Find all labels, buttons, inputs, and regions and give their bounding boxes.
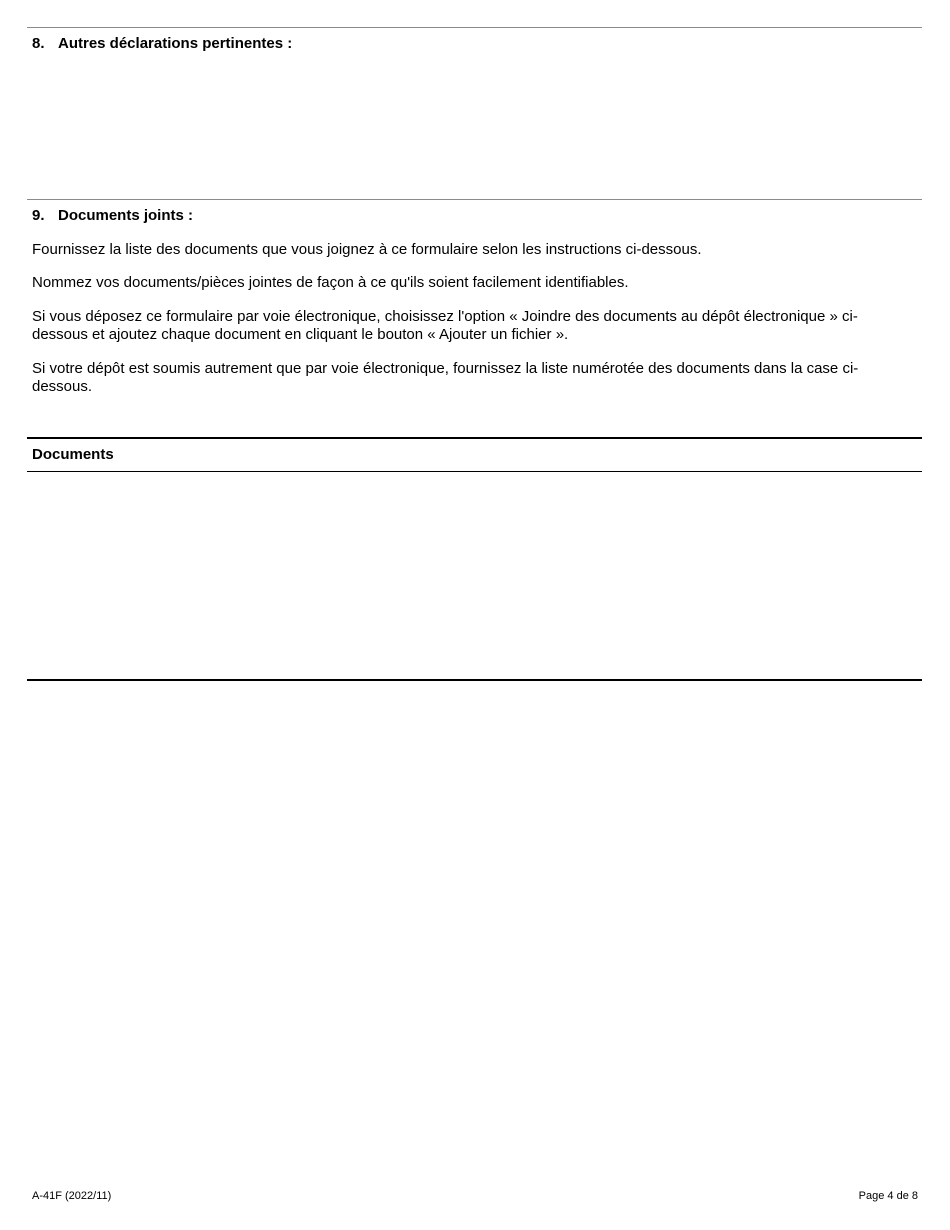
section-8-number: 8. [32, 35, 45, 52]
section-8-title: Autres déclarations pertinentes : [58, 35, 293, 52]
instruction-paragraph-2: Nommez vos documents/pièces jointes de façon à ce qu'ils soient facilement identifiables. [32, 274, 629, 291]
section-8-bottom-rule [27, 199, 922, 200]
section-9-title: Documents joints : [58, 207, 194, 224]
documents-top-rule [27, 437, 922, 439]
instruction-paragraph-1: Fournissez la liste des documents que vous joignez à ce formulaire selon les instructions ci-dessous. [32, 241, 702, 258]
section-9-number: 9. [32, 207, 45, 224]
instruction-paragraph-4: Si votre dépôt est soumis autrement que par voie électronique, fournissez la liste numérotée des documents dans la case ci-dessous. [32, 360, 859, 395]
instruction-paragraph-3: Si vous déposez ce formulaire par voie électronique, choisissez l'option « Joindre des documents au dépôt électronique » ci-dessous et ajoutez chaque document en cliquant le bouton « Ajouter un fichier ». [32, 308, 858, 343]
page-number: Page 4 de 8 [858, 1190, 918, 1202]
documents-header-rule [27, 471, 922, 472]
section-8-text-area[interactable] [27, 56, 922, 198]
section-8-heading [32, 35, 292, 52]
top-rule [27, 27, 922, 28]
documents-list-field[interactable] [27, 473, 922, 678]
form-id: A-41F (2022/11) [32, 1190, 112, 1202]
documents-bottom-rule [27, 679, 922, 681]
documents-header: Documents [32, 446, 114, 463]
section-9-heading [32, 207, 193, 224]
